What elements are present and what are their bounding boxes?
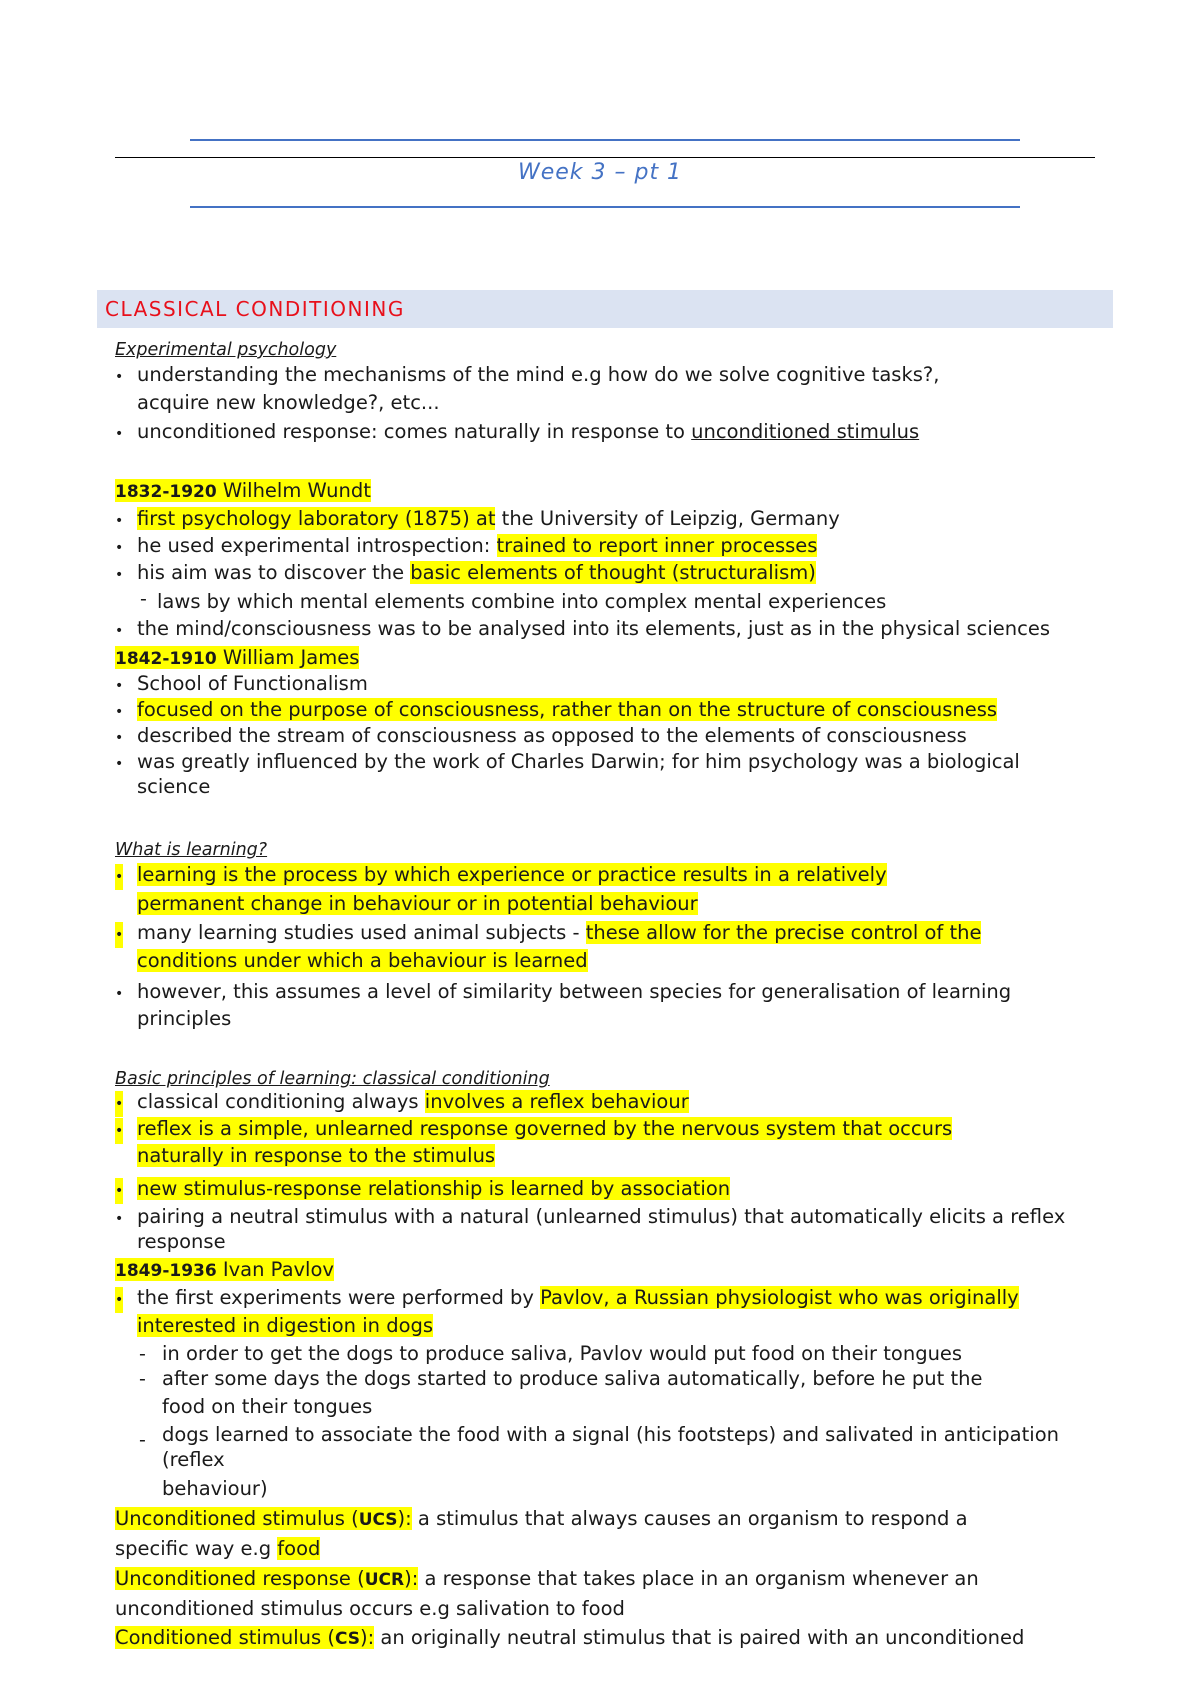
- list-item: unconditioned response: comes naturally in response to unconditioned stimulus: [137, 420, 920, 443]
- heading-what-is-learning: What is learning?: [115, 840, 268, 860]
- bullet: •: [115, 1178, 123, 1204]
- list-item: was greatly influenced by the work of Charles Darwin; for him psychology was a biological: [137, 750, 1020, 773]
- list-item: classical conditioning always involves a reflex behaviour: [137, 1090, 689, 1113]
- bullet: •: [115, 864, 123, 890]
- header-top-rule: [190, 139, 1020, 141]
- bullet: •: [115, 369, 124, 385]
- bullet: •: [115, 756, 124, 772]
- bullet: •: [115, 1091, 123, 1117]
- bullet: •: [115, 678, 124, 694]
- bullet: •: [115, 513, 124, 529]
- list-item-cont: naturally in response to the stimulus: [137, 1144, 496, 1167]
- bullet: •: [115, 567, 124, 583]
- list-item: learning is the process by which experience or practice results in a relatively: [137, 863, 887, 886]
- bullet: •: [115, 623, 124, 639]
- heading-experimental-psychology: Experimental psychology: [115, 340, 337, 360]
- list-item: the mind/consciousness was to be analysed into its elements, just as in the physical sciences: [137, 617, 1050, 640]
- sub-bullet: -: [139, 1343, 146, 1365]
- heading-basic-principles: Basic principles of learning: classical conditioning: [115, 1069, 550, 1089]
- sub-list-item-cont: behaviour): [162, 1477, 268, 1500]
- list-item-cont: permanent change in behaviour or in potential behaviour: [137, 892, 698, 915]
- sub-list-item-cont: food on their tongues: [162, 1395, 373, 1418]
- definition-cs: Conditioned stimulus (CS): an originally neutral stimulus that is paired with an unconditioned: [115, 1626, 1025, 1649]
- list-item: pairing a neutral stimulus with a natural (unlearned stimulus) that automatically elicits a reflex: [137, 1205, 1066, 1228]
- bullet: •: [115, 730, 124, 746]
- list-item-cont: acquire new knowledge?, etc...: [137, 391, 440, 414]
- sub-bullet: -: [139, 1368, 146, 1390]
- list-item-cont: conditions under which a behaviour is learned: [137, 949, 588, 972]
- bullet: •: [115, 922, 123, 948]
- header-divider: [115, 157, 1095, 158]
- sub-list-item: in order to get the dogs to produce saliva, Pavlov would put food on their tongues: [162, 1342, 963, 1365]
- list-item: however, this assumes a level of similarity between species for generalisation of learning: [137, 980, 1012, 1003]
- sub-bullet: -: [139, 1429, 146, 1451]
- sub-list-item: laws by which mental elements combine into complex mental experiences: [157, 590, 887, 613]
- bullet: •: [115, 426, 124, 442]
- bullet: •: [115, 1118, 123, 1144]
- sub-bullet: -: [140, 588, 147, 610]
- person-heading-pavlov: 1849-1936 Ivan Pavlov: [115, 1258, 334, 1281]
- definition-ucs-cont: specific way e.g food: [115, 1537, 321, 1560]
- list-item-cont: science: [137, 775, 211, 798]
- bullet: •: [115, 540, 124, 556]
- person-heading-wundt: 1832-1920 Wilhelm Wundt: [115, 479, 371, 502]
- list-item: described the stream of consciousness as opposed to the elements of consciousness: [137, 724, 967, 747]
- list-item: the first experiments were performed by Pavlov, a Russian physiologist who was originally: [137, 1286, 1019, 1309]
- list-item: reflex is a simple, unlearned response governed by the nervous system that occurs: [137, 1117, 953, 1140]
- section-title: CLASSICAL CONDITIONING: [105, 297, 405, 321]
- definition-ucs: Unconditioned stimulus (UCS): a stimulus that always causes an organism to respond a: [115, 1507, 968, 1530]
- list-item: focused on the purpose of consciousness, rather than on the structure of consciousness: [137, 698, 998, 721]
- sub-list-item: after some days the dogs started to produce saliva automatically, before he put the: [162, 1367, 983, 1390]
- header-bottom-rule: [190, 206, 1020, 208]
- bullet: •: [115, 704, 124, 720]
- definition-ucr: Unconditioned response (UCR): a response that takes place in an organism whenever an: [115, 1567, 979, 1590]
- list-item: he used experimental introspection: trained to report inner processes: [137, 534, 818, 557]
- list-item: many learning studies used animal subjects - these allow for the precise control of the: [137, 921, 982, 944]
- list-item: new stimulus-response relationship is learned by association: [137, 1177, 731, 1200]
- list-item: School of Functionalism: [137, 672, 368, 695]
- person-heading-james: 1842-1910 William James: [115, 646, 360, 669]
- list-item: understanding the mechanisms of the mind e.g how do we solve cognitive tasks?,: [137, 363, 940, 386]
- list-item-cont: response: [137, 1230, 226, 1253]
- page-title: Week 3 – pt 1: [517, 160, 683, 185]
- sub-list-item: dogs learned to associate the food with a signal (his footsteps) and salivated in anticipation: [162, 1423, 1059, 1446]
- bullet: •: [115, 1211, 124, 1227]
- bullet: •: [115, 1287, 123, 1313]
- list-item: first psychology laboratory (1875) at the University of Leipzig, Germany: [137, 507, 840, 530]
- list-item-cont: interested in digestion in dogs: [137, 1314, 434, 1337]
- sub-list-item-cont: (reflex: [162, 1448, 225, 1471]
- list-item: his aim was to discover the basic elements of thought (structuralism): [137, 561, 816, 584]
- bullet: •: [115, 986, 124, 1002]
- list-item-cont: principles: [137, 1007, 232, 1030]
- definition-ucr-cont: unconditioned stimulus occurs e.g salivation to food: [115, 1597, 625, 1620]
